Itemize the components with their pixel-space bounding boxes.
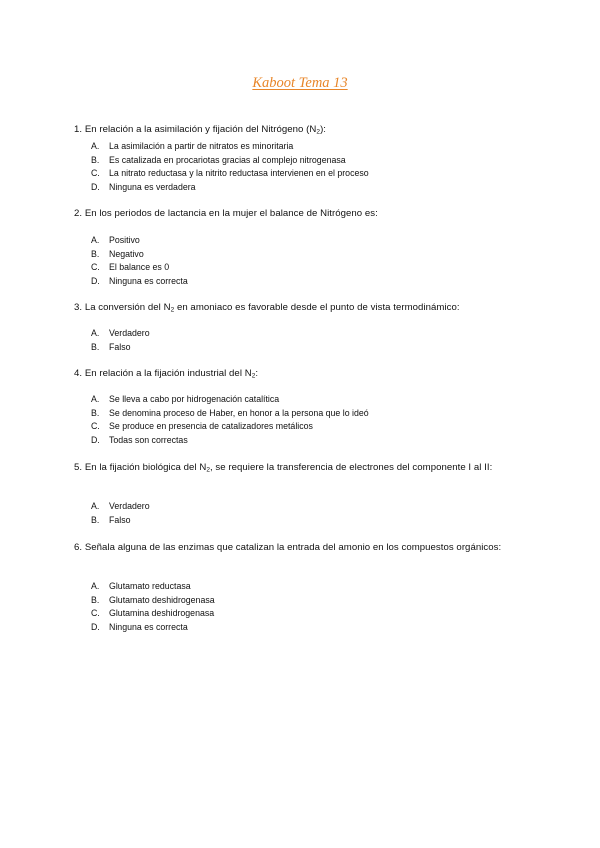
option-6a bbox=[91, 580, 531, 594]
option-6b bbox=[91, 594, 531, 608]
option-1b bbox=[91, 154, 531, 168]
option-4c bbox=[91, 420, 531, 434]
option-letter: A. bbox=[91, 235, 100, 245]
option-6d bbox=[91, 621, 531, 635]
option-3b bbox=[91, 341, 531, 355]
option-text: Todas son correctas bbox=[109, 435, 188, 446]
option-text: Falso bbox=[109, 341, 131, 352]
question-3 bbox=[74, 301, 528, 314]
option-letter: D. bbox=[91, 182, 100, 193]
question-1-options bbox=[91, 140, 531, 195]
option-letter: B. bbox=[91, 594, 100, 605]
option-text: Positivo bbox=[109, 235, 140, 245]
question-1 bbox=[74, 123, 528, 136]
question-1-text-end: ): bbox=[320, 124, 327, 135]
option-text: Glutamato reductasa bbox=[109, 581, 191, 591]
question-4-subscript: 2 bbox=[251, 372, 256, 380]
option-text: Glutamina deshidrogenasa bbox=[109, 608, 215, 619]
option-4b bbox=[91, 407, 531, 421]
option-text: Se lleva a cabo por hidrogenación catalítica bbox=[109, 394, 280, 404]
question-3-text: 3. La conversión del N bbox=[74, 302, 171, 313]
question-4-text: 4. En relación a la fijación industrial del N bbox=[74, 368, 252, 379]
option-2d bbox=[91, 275, 531, 289]
option-text: Verdadero bbox=[109, 328, 150, 338]
option-2a bbox=[91, 234, 531, 248]
question-5 bbox=[74, 461, 528, 474]
option-letter: A. bbox=[91, 501, 100, 511]
option-letter: B. bbox=[91, 248, 100, 259]
question-5-options bbox=[91, 500, 531, 527]
option-2b bbox=[91, 248, 531, 262]
option-4d bbox=[91, 434, 531, 448]
option-letter: B. bbox=[91, 514, 100, 525]
option-text: Es catalizada en procariotas gracias al complejo nitrogenasa bbox=[109, 154, 346, 165]
question-5-subscript: 2 bbox=[206, 466, 210, 474]
option-letter: D. bbox=[91, 622, 100, 633]
question-2-text: 2. En los periodos de lactancia en la mujer el balance de Nitrógeno es: bbox=[74, 208, 378, 219]
option-5a bbox=[91, 500, 531, 514]
option-letter: C. bbox=[91, 421, 100, 432]
option-letter: A. bbox=[91, 581, 100, 591]
question-2-options bbox=[91, 234, 531, 289]
option-4a bbox=[91, 393, 531, 407]
option-text: Se denomina proceso de Haber, en honor a la persona que lo ideó bbox=[109, 407, 369, 418]
option-text: La nitrato reductasa y la nitrito reductasa intervienen en el proceso bbox=[109, 168, 369, 179]
question-1-text: 1. En relación a la asimilación y fijación del Nitrógeno (N bbox=[74, 124, 317, 135]
question-3-text-end: en amoniaco es favorable desde el punto de vista termodinámico: bbox=[174, 302, 460, 313]
option-letter: D. bbox=[91, 276, 100, 287]
option-letter: B. bbox=[91, 341, 100, 352]
option-text: El balance es 0 bbox=[109, 262, 170, 273]
question-6-options bbox=[91, 580, 531, 635]
option-text: Glutamato deshidrogenasa bbox=[109, 594, 215, 605]
question-4 bbox=[74, 367, 528, 380]
question-4-options bbox=[91, 393, 531, 448]
option-2c bbox=[91, 261, 531, 275]
option-text: Ninguna es verdadera bbox=[109, 182, 196, 193]
option-1a bbox=[91, 140, 531, 154]
option-letter: D. bbox=[91, 435, 100, 446]
question-5-text: 5. En la fijación biológica del N bbox=[74, 462, 207, 473]
option-text: Ninguna es correcta bbox=[109, 276, 188, 287]
question-1-subscript: 2 bbox=[316, 128, 321, 136]
question-3-options bbox=[91, 327, 531, 354]
question-6-text: 6. Señala alguna de las enzimas que catalizan la entrada del amonio en los compuestos orgánicos: bbox=[74, 542, 502, 553]
option-letter: B. bbox=[91, 407, 100, 418]
option-letter: A. bbox=[91, 394, 100, 404]
question-2 bbox=[74, 207, 528, 220]
option-1c bbox=[91, 167, 531, 181]
option-text: Falso bbox=[109, 514, 131, 525]
question-3-subscript: 2 bbox=[170, 306, 175, 314]
document-title: Kaboot Tema 13 bbox=[252, 75, 348, 91]
question-5-text-end: , se requiere la transferencia de electrones del componente I al II: bbox=[209, 462, 493, 473]
option-letter: C. bbox=[91, 168, 100, 179]
option-text: Ninguna es correcta bbox=[109, 622, 188, 633]
option-text: Verdadero bbox=[109, 501, 150, 511]
option-letter: C. bbox=[91, 262, 100, 273]
option-text: La asimilación a partir de nitratos es minoritaria bbox=[109, 141, 294, 151]
option-6c bbox=[91, 607, 531, 621]
option-1d bbox=[91, 181, 531, 195]
question-4-text-end: : bbox=[255, 368, 259, 379]
question-6 bbox=[74, 541, 528, 554]
option-letter: A. bbox=[91, 328, 100, 338]
option-text: Se produce en presencia de catalizadores metálicos bbox=[109, 421, 313, 432]
option-text: Negativo bbox=[109, 248, 144, 259]
option-letter: B. bbox=[91, 154, 100, 165]
option-letter: A. bbox=[91, 141, 100, 151]
option-3a bbox=[91, 327, 531, 341]
option-letter: C. bbox=[91, 608, 100, 619]
option-5b bbox=[91, 514, 531, 528]
